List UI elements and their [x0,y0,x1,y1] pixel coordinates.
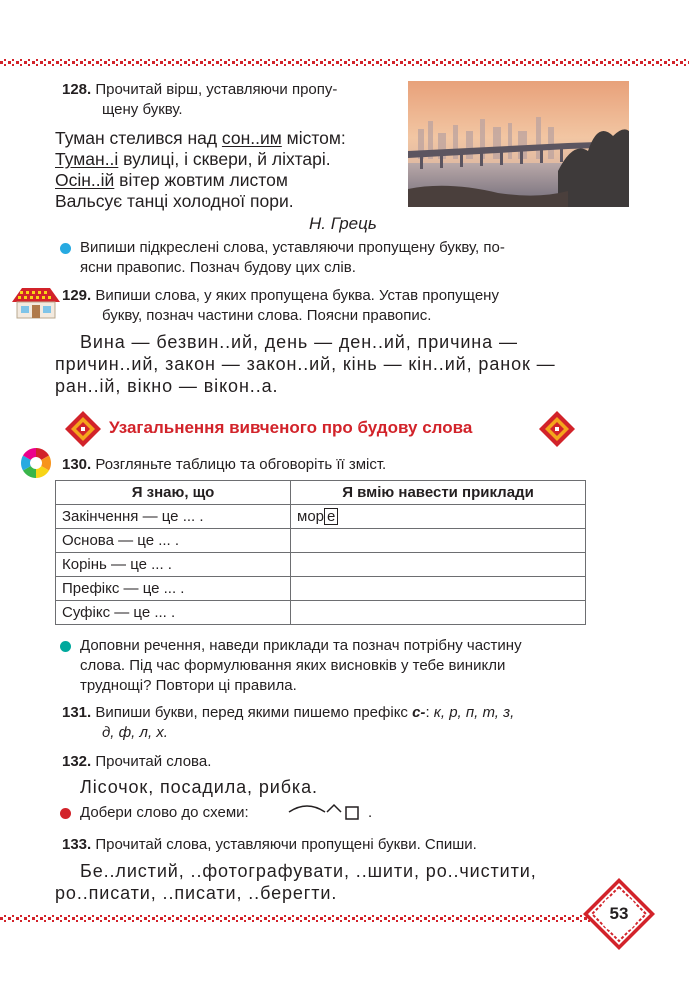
poem-line-3: Осін..ій вітер жовтим листом [55,170,288,190]
page-number: 53 [609,904,629,923]
ex129-words-line2: причин..ий, закон — закон..ий, кінь — кін..ий, ранок — [55,354,556,374]
top-ornament-border [0,54,689,62]
ex129-line1: 129. Випиши слова, у яких пропущена буква. Устав пропущену [62,287,499,304]
knowledge-table [55,480,586,625]
ex131-number: 131. [62,704,92,721]
discussion-wheel-icon [20,447,52,479]
ex129-line2: букву, познач частини слова. Поясни правопис. [102,307,432,324]
table-cell: Основа — це ... . [56,529,291,553]
ornament-diamond-right-icon [538,410,576,448]
poem-author: Н. Грець [309,214,377,233]
table-row [56,529,586,553]
section-heading: Узагальнення вивченого про будову слова [109,418,473,437]
table-row [56,553,586,577]
poem-line-1: Туман стелився над сон..им містом: [55,128,346,148]
ex132-number: 132. [62,753,92,770]
ex128-instr-line1: Прочитай вірш, уставляючи пропу- [95,81,338,98]
ex133-instruction: 133. Прочитай слова, уставляючи пропущені букви. Спиши. [62,836,477,853]
ex131-line2: д, ф, л, х. [102,724,168,741]
ex133-words-line2: ро..писати, ..писати, ..берегти. [55,883,338,903]
ornament-diamond-left-icon [64,410,102,448]
prefix-s: с- [412,704,426,721]
table-row [56,505,586,529]
ex132-words: Лісочок, посадила, рибка. [80,777,318,797]
table-cell [291,553,586,577]
table-cell [291,577,586,601]
table-cell: Корінь — це ... . [56,553,291,577]
ex130-task-line2: слова. Під час формулювання яких висновків у тебе виникли [80,657,506,674]
ex128-instr-line2: щену букву. [102,101,183,118]
ex130-task-line3: труднощі? Повтори ці правила. [80,677,297,694]
ex133-words-line1: Бе..листий, ..фотографувати, ..шити, ро..чистити, [80,861,537,881]
poem-line-2: Туман..і вулиці, і сквери, й ліхтарі. [55,149,331,169]
ex128-number: 128. [62,81,92,98]
ex132-task: Добери слово до схеми: [80,804,249,821]
ex132-task-end: . [368,804,373,821]
table-cell [291,529,586,553]
table-cell: Префікс — це ... . [56,577,291,601]
teal-bullet-icon [60,641,71,652]
ending-box: е [324,508,338,525]
ex130-number: 130. [62,456,92,473]
table-row [56,601,586,625]
ex133-number: 133. [62,836,92,853]
poem-line-4: Вальсує танці холодної пори. [55,191,294,211]
ex129-words-line3: ран..ій, вікно — вікон..а. [55,376,279,396]
house-icon [8,284,64,320]
table-header-row [56,481,586,505]
table-cell: Закінчення — це ... . [56,505,291,529]
table-cell: мор е [291,505,586,529]
ex129-words-line1: Вина — безвин..ий, день — ден..ий, причина — [80,332,518,352]
ex128-instruction [62,80,397,100]
table-cell [291,601,586,625]
underlined-word-2: Туман..і [55,149,119,169]
blue-bullet-icon [60,243,71,254]
underlined-word-1: сон..им [221,128,282,148]
red-bullet-icon [60,808,71,819]
table-row [56,577,586,601]
ex128-task-line1: Випиши підкреслені слова, уставляючи пропущену букву, по- [80,239,505,256]
table-header-cell: Я вмію навести приклади [291,481,586,505]
ex130-instruction: 130. Розгляньте таблицю та обговоріть її зміст. [62,456,387,473]
underlined-word-3: Осін..ій [55,170,115,190]
table-header-cell: Я знаю, що [56,481,291,505]
ex131-line1: 131. Випиши букви, перед якими пишемо префікс с-: к, р, п, т, з, [62,704,515,721]
ex128-task-line2: ясни правопис. Познач будову цих слів. [80,259,356,276]
ex130-task-line1: Доповни речення, наведи приклади та познач потрібну частину [80,637,522,654]
bottom-ornament-border [0,910,600,918]
ex132-instruction: 132. Прочитай слова. [62,753,212,770]
word-scheme-icon [287,800,367,824]
table-cell: Суфікс — це ... . [56,601,291,625]
city-bridge-photo [408,81,629,207]
ex129-number: 129. [62,287,92,304]
